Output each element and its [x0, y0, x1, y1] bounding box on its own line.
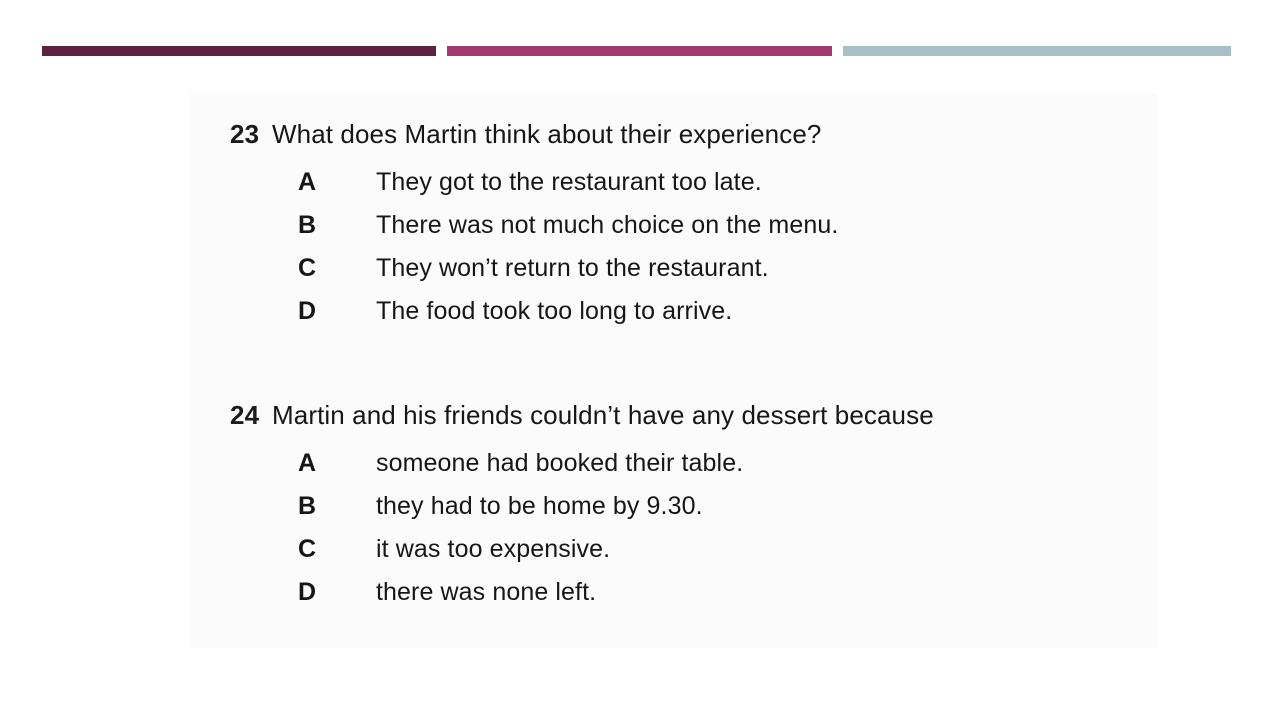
decorative-bar-steel-blue — [843, 46, 1231, 56]
answer-option[interactable] — [190, 211, 1158, 254]
option-letter: A — [298, 168, 317, 196]
option-text: They got to the restaurant too late. — [376, 168, 762, 196]
option-letter: B — [298, 211, 317, 239]
answer-option[interactable] — [190, 254, 1158, 297]
answer-option[interactable] — [190, 492, 1158, 535]
answer-options — [190, 449, 1158, 621]
answer-option[interactable] — [190, 297, 1158, 340]
decorative-bar-dark-plum — [42, 46, 436, 56]
question-block-23 — [190, 119, 1158, 340]
question-number: 24 — [230, 400, 260, 430]
option-letter: D — [298, 578, 317, 606]
answer-option[interactable] — [190, 578, 1158, 621]
option-text: there was none left. — [376, 578, 597, 606]
answer-options — [190, 168, 1158, 340]
answer-option[interactable] — [190, 168, 1158, 211]
option-letter: C — [298, 535, 317, 563]
decorative-bar-magenta — [447, 46, 832, 56]
option-letter: A — [298, 449, 317, 477]
option-text: it was too expensive. — [376, 535, 611, 563]
question-heading — [190, 119, 1158, 150]
option-letter: C — [298, 254, 317, 282]
option-text: They won’t return to the restaurant. — [376, 254, 769, 282]
option-letter: D — [298, 297, 317, 325]
question-number: 23 — [230, 119, 260, 149]
option-text: The food took too long to arrive. — [376, 297, 733, 325]
option-letter: B — [298, 492, 317, 520]
option-text: someone had booked their table. — [376, 449, 744, 477]
question-prompt: Martin and his friends couldn’t have any dessert because — [272, 400, 934, 430]
scanned-page — [190, 93, 1158, 648]
question-prompt: What does Martin think about their experience? — [272, 119, 822, 149]
question-heading — [190, 400, 1158, 431]
answer-option[interactable] — [190, 535, 1158, 578]
option-text: There was not much choice on the menu. — [376, 211, 839, 239]
option-text: they had to be home by 9.30. — [376, 492, 703, 520]
question-block-24 — [190, 400, 1158, 621]
answer-option[interactable] — [190, 449, 1158, 492]
decorative-rule-row — [0, 46, 1280, 56]
